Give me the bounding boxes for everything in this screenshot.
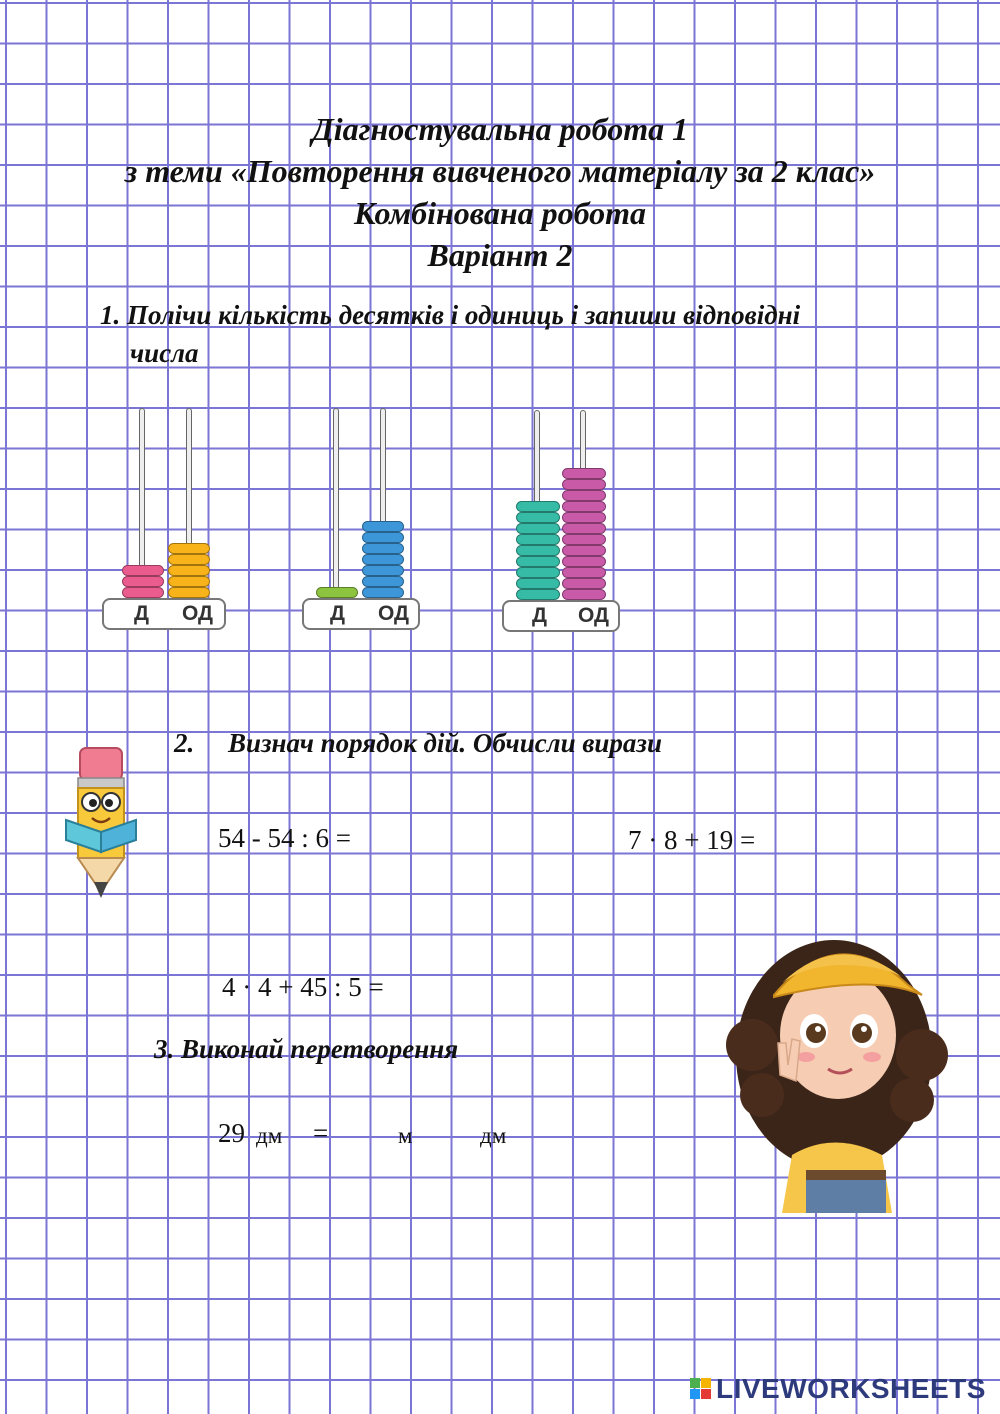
ones-bead: [168, 554, 210, 565]
title-line-1: Діагностувальна робота 1: [311, 111, 689, 147]
ones-bead: [362, 554, 404, 565]
ones-bead: [562, 589, 606, 600]
ones-label: ОД: [578, 604, 610, 627]
ones-bead: [362, 587, 404, 598]
abacus-2: [300, 400, 430, 632]
ones-bead: [562, 534, 606, 545]
girl-illustration: [722, 925, 954, 1213]
expression-3: 4 · 4 + 45 : 5 =: [222, 972, 384, 1002]
ones-bead: [562, 512, 606, 523]
conversion-unit-dm: дм: [256, 1123, 283, 1148]
tens-bead: [516, 534, 560, 545]
tens-label: Д: [134, 602, 149, 625]
ones-bead: [168, 576, 210, 587]
tens-bead: [516, 523, 560, 534]
task1-text-line2: числа: [130, 338, 199, 368]
ones-bead: [168, 587, 210, 598]
conversion-unit-m: м: [398, 1123, 413, 1148]
tens-bead: [516, 501, 560, 512]
ones-bead: [562, 567, 606, 578]
conversion-unit-dm-2: дм: [480, 1123, 507, 1148]
task3-text: 3. Виконай перетворення: [154, 1034, 459, 1064]
expression-2: 7 · 8 + 19 =: [628, 825, 756, 855]
title-line-2: з теми «Повторення вивченого матеріалу за 2 клас»: [124, 153, 876, 189]
abacus-1: [100, 400, 230, 632]
tens-bead: [122, 565, 164, 576]
ones-bead: [362, 543, 404, 554]
abacus-rod-tens: [333, 408, 339, 600]
ones-bead: [562, 501, 606, 512]
abacus-base: [302, 598, 420, 630]
tens-bead: [122, 576, 164, 587]
tens-bead: [516, 556, 560, 567]
tens-bead: [516, 567, 560, 578]
ones-label: ОД: [378, 602, 410, 625]
ones-bead: [562, 468, 606, 479]
ones-label: ОД: [182, 602, 214, 625]
logo-text: LIVEWORKSHEETS: [716, 1373, 986, 1404]
title-line-3: Комбінована робота: [353, 195, 647, 231]
ones-bead: [362, 565, 404, 576]
tens-bead: [516, 578, 560, 589]
tens-bead: [516, 545, 560, 556]
tens-bead: [516, 512, 560, 523]
abacus-base: [102, 598, 226, 630]
ones-bead: [362, 521, 404, 532]
liveworksheets-logo: [690, 1373, 986, 1405]
tens-bead: [316, 587, 358, 598]
tens-label: Д: [330, 602, 345, 625]
abacus-base: [502, 600, 620, 632]
ones-bead: [562, 523, 606, 534]
expression-1: 54 - 54 : 6 =: [218, 823, 351, 853]
tens-bead: [122, 587, 164, 598]
ones-bead: [562, 479, 606, 490]
task1-text-line1: 1. Полічи кількість десятків і одиниць і запиши відповідні: [100, 300, 801, 330]
ones-bead: [562, 556, 606, 567]
title-line-4: Варіант 2: [427, 237, 573, 273]
ones-bead: [562, 490, 606, 501]
ones-bead: [562, 545, 606, 556]
ones-bead: [168, 565, 210, 576]
conversion-equals: =: [313, 1118, 329, 1148]
abacus-3: [500, 400, 625, 634]
logo-mark-icon: [690, 1376, 712, 1402]
conversion-value: 29: [218, 1118, 245, 1148]
ones-bead: [562, 578, 606, 589]
ones-bead: [168, 543, 210, 554]
tens-bead: [516, 589, 560, 600]
tens-label: Д: [532, 604, 547, 627]
ones-bead: [362, 532, 404, 543]
ones-bead: [362, 576, 404, 587]
task2-text: 2. Визнач порядок дій. Обчисли вирази: [174, 728, 662, 758]
pencil-mascot-illustration: [58, 740, 153, 908]
